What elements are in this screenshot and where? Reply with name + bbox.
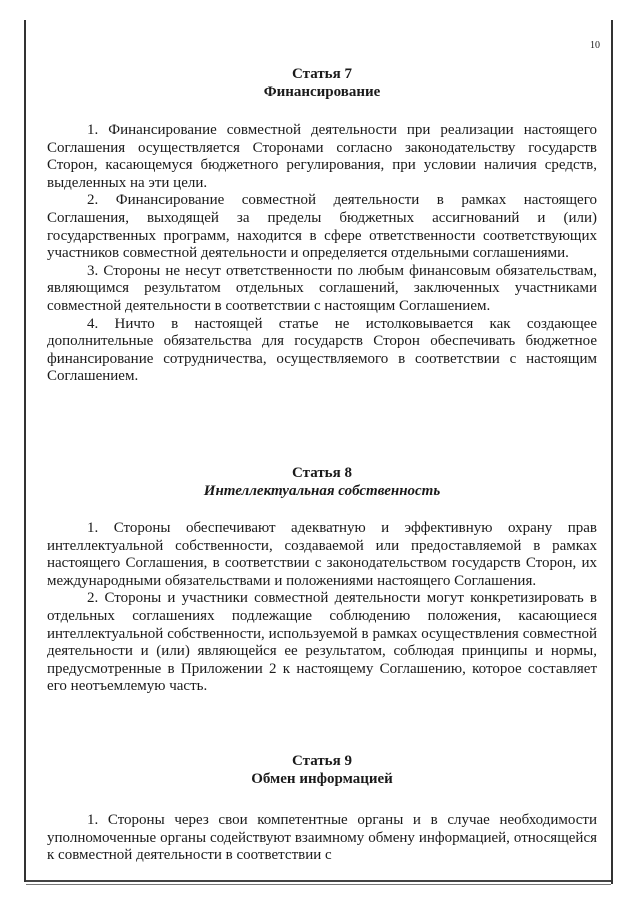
article-7-subtitle: Финансирование (263, 84, 381, 100)
article-7-title: Статья 7 (292, 66, 352, 82)
page-border-left (24, 20, 26, 882)
article-9-body (47, 812, 597, 865)
article-7-paragraph-4: 4. Ничто в настоящей статье не истолковывается как создающее дополнительные обязательства для государств Сторон обеспечивать бюджетное финансирование сотрудничества, осуществляемого в соответствии с настоящим Соглашением. (47, 315, 597, 385)
article-7-heading (47, 65, 597, 101)
article-7-paragraph-2: 2. Финансирование совместной деятельности в рамках настоящего Соглашения, выходящей за пределы бюджетных ассигнований и (или) государственных программ, находится в сфере ответственности соответствующих участников совместной деятельности и определяется отдельными соглашениями. (47, 192, 597, 262)
article-8-title: Статья 8 (292, 465, 352, 481)
page-border-right (611, 20, 613, 884)
article-8-subtitle: Интеллектуальная собственность (203, 483, 441, 499)
article-8-paragraph-2: 2. Стороны и участники совместной деятельности могут конкретизировать в отдельных соглашениях подлежащие соблюдению положения, касающиеся интеллектуальной собственности, используемой в рамках осуществления совместной деятельности и (или) являющейся ее результатом, соблюдая принципы и нормы, предусмотренные в Приложении 2 к настоящему Соглашению, которое составляет его неотъемлемую часть. (47, 590, 597, 695)
article-7-body (47, 122, 597, 386)
article-8-paragraph-1: 1. Стороны обеспечивают адекватную и эффективную охрану прав интеллектуальной собственности, создаваемой или предоставляемой в рамках настоящего Соглашения, в соответствии с законодательством государств Сторон, их международными обязательствами и положениями настоящего Соглашения. (47, 520, 597, 589)
page-number: 10 (590, 40, 600, 51)
article-9-paragraph-1: 1. Стороны через свои компетентные органы и в случае необходимости уполномоченные органы содействуют взаимному обмену информацией, относящейся к совместной деятельности в соответствии с (47, 812, 597, 864)
page-border-bottom (26, 880, 611, 882)
article-8-heading (47, 464, 597, 500)
article-7-paragraph-1: 1. Финансирование совместной деятельности при реализации настоящего Соглашения осуществляется Сторонами согласно законодательству государств Сторон, касающемуся бюджетного регулирования, при условии наличия средств, выделенных на эти цели. (47, 122, 597, 191)
article-9-title: Статья 9 (292, 753, 352, 769)
article-9-heading (47, 752, 597, 788)
article-7-paragraph-3: 3. Стороны не несут ответственности по любым финансовым обязательствам, являющимся результатом отдельных соглашений, заключенных участниками совместной деятельности в соответствии с настоящим Соглашением. (47, 262, 597, 314)
article-8-body (47, 520, 597, 696)
article-9-subtitle: Обмен информацией (251, 771, 393, 787)
page-border-bottom-inner (26, 884, 611, 885)
